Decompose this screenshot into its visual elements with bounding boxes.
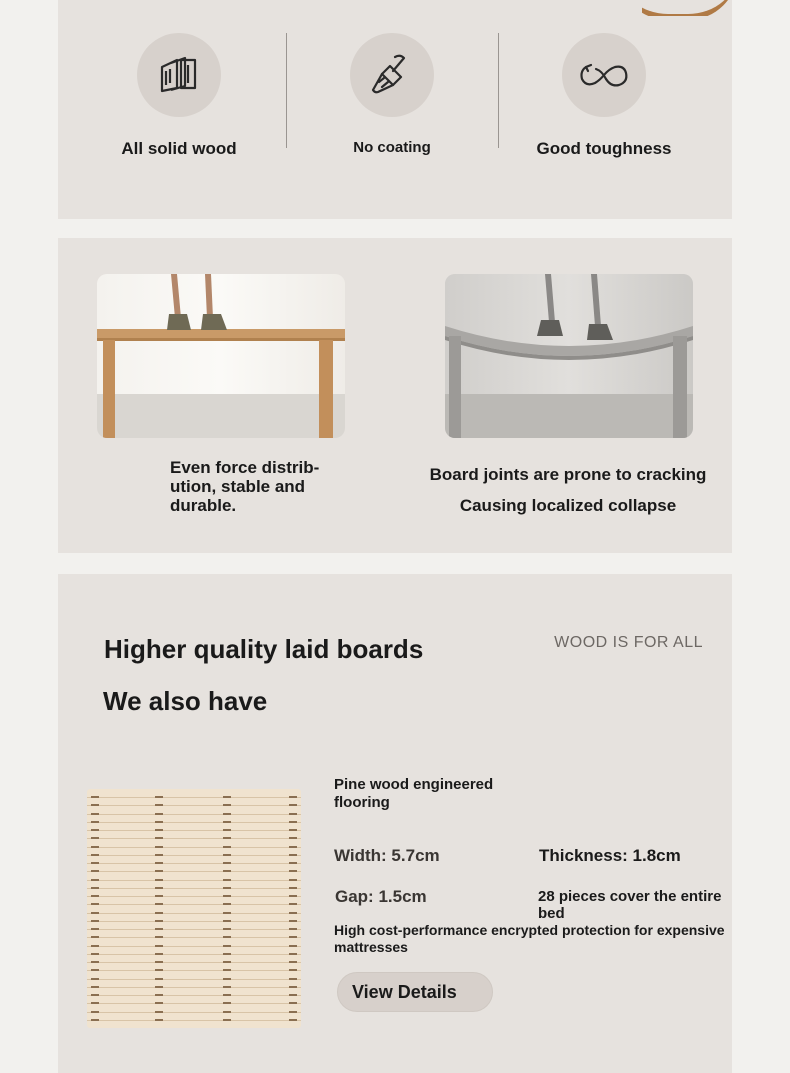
collapse-caption: Board joints are prone to cracking Causing localized collapse xyxy=(429,465,707,515)
slat-fastener xyxy=(155,887,163,889)
slat-fastener xyxy=(155,796,163,798)
slat-fastener xyxy=(223,862,231,864)
slat-fastener xyxy=(223,994,231,996)
slat-fastener xyxy=(223,895,231,897)
slat-fastener xyxy=(289,1011,297,1013)
slat-fastener xyxy=(289,796,297,798)
slat-fastener xyxy=(155,829,163,831)
slat-fastener xyxy=(155,961,163,963)
slat-edge xyxy=(87,946,301,947)
stable-bench-photo xyxy=(97,274,345,438)
feature-all-solid-wood xyxy=(73,33,285,159)
infinity-loop-icon xyxy=(562,33,646,117)
slat-fastener xyxy=(223,1002,231,1004)
slat-edge xyxy=(87,987,301,988)
slat-edge xyxy=(87,888,301,889)
slat-edge xyxy=(87,855,301,856)
feature-label: No coating xyxy=(353,139,431,156)
slat-fastener xyxy=(223,945,231,947)
slat-fastener xyxy=(155,945,163,947)
slat-fastener xyxy=(223,887,231,889)
slat-fastener xyxy=(223,912,231,914)
slat-fastener xyxy=(289,804,297,806)
slat-fastener xyxy=(289,936,297,938)
slat-edge xyxy=(87,880,301,881)
slat-fastener xyxy=(289,945,297,947)
slat-fastener xyxy=(289,854,297,856)
slat-fastener xyxy=(155,920,163,922)
product-description: High cost-performance encrypted protection for expensive mattresses xyxy=(334,922,725,955)
slat-edge xyxy=(87,970,301,971)
slat-fastener xyxy=(91,829,99,831)
slat-fastener xyxy=(289,1019,297,1021)
slat-fastener xyxy=(91,887,99,889)
slat-edge xyxy=(87,805,301,806)
slat-fastener xyxy=(155,994,163,996)
slat-fastener xyxy=(91,903,99,905)
slat-edge xyxy=(87,797,301,798)
slat-fastener xyxy=(91,961,99,963)
slat-fastener xyxy=(91,821,99,823)
slat-fastener xyxy=(155,854,163,856)
slat-fastener xyxy=(155,821,163,823)
slat-fastener xyxy=(155,879,163,881)
slat-fastener xyxy=(91,953,99,955)
slat-fastener xyxy=(155,895,163,897)
slat-fastener xyxy=(155,928,163,930)
slat-fastener xyxy=(91,978,99,980)
slat-fastener xyxy=(155,986,163,988)
slat-fastener xyxy=(289,813,297,815)
slat-fastener xyxy=(91,1011,99,1013)
section-heading: Higher quality laid boards xyxy=(104,634,424,664)
slat-fastener xyxy=(289,895,297,897)
slat-fastener xyxy=(289,912,297,914)
slat-fastener xyxy=(223,903,231,905)
slat-fastener xyxy=(223,870,231,872)
slat-fastener xyxy=(155,903,163,905)
slat-edge xyxy=(87,929,301,930)
slat-fastener xyxy=(289,846,297,848)
slat-fastener xyxy=(223,821,231,823)
spec-thickness: Thickness: 1.8cm xyxy=(539,846,681,865)
slat-fastener xyxy=(223,829,231,831)
pine-slats-image xyxy=(87,789,301,1028)
slat-fastener xyxy=(155,837,163,839)
slat-fastener xyxy=(223,1019,231,1021)
slat-edge xyxy=(87,962,301,963)
slat-fastener xyxy=(155,813,163,815)
slat-fastener xyxy=(223,978,231,980)
slat-edge xyxy=(87,896,301,897)
feature-label: All solid wood xyxy=(121,139,237,158)
product-name: Pine wood engineered flooring xyxy=(334,776,494,811)
slat-fastener xyxy=(289,829,297,831)
slat-fastener xyxy=(223,804,231,806)
slat-fastener xyxy=(91,879,99,881)
slat-fastener xyxy=(91,945,99,947)
slat-fastener xyxy=(223,969,231,971)
slat-fastener xyxy=(155,978,163,980)
slat-fastener xyxy=(155,804,163,806)
slat-edge xyxy=(87,921,301,922)
slat-fastener xyxy=(155,1002,163,1004)
slat-fastener xyxy=(155,1019,163,1021)
feature-label: Good toughness xyxy=(536,139,672,158)
slat-fastener xyxy=(91,936,99,938)
slat-fastener xyxy=(223,837,231,839)
features-panel xyxy=(58,0,732,219)
slat-fastener xyxy=(91,796,99,798)
feature-no-coating xyxy=(286,33,498,156)
slat-fastener xyxy=(155,936,163,938)
slat-fastener xyxy=(223,936,231,938)
slat-edge xyxy=(87,830,301,831)
slat-fastener xyxy=(91,846,99,848)
slat-fastener xyxy=(289,920,297,922)
stable-caption: Even force distrib- ution, stable and durable. xyxy=(170,458,320,515)
slat-fastener xyxy=(155,1011,163,1013)
slat-edge xyxy=(87,937,301,938)
slat-fastener xyxy=(155,870,163,872)
wood-board-icon xyxy=(137,33,221,117)
feature-good-toughness xyxy=(498,33,710,159)
slat-edge xyxy=(87,1020,301,1021)
slat-fastener xyxy=(91,870,99,872)
slat-fastener xyxy=(91,1002,99,1004)
slat-fastener xyxy=(91,862,99,864)
slat-fastener xyxy=(155,912,163,914)
slat-fastener xyxy=(289,862,297,864)
slat-fastener xyxy=(91,920,99,922)
slat-edge xyxy=(87,979,301,980)
slat-edge xyxy=(87,863,301,864)
slat-fastener xyxy=(289,928,297,930)
slat-fastener xyxy=(223,953,231,955)
slat-fastener xyxy=(91,813,99,815)
slat-fastener xyxy=(289,903,297,905)
slat-fastener xyxy=(223,961,231,963)
slat-fastener xyxy=(91,1019,99,1021)
spec-pieces: 28 pieces cover the entire bed xyxy=(538,888,722,922)
slat-fastener xyxy=(289,994,297,996)
slat-fastener xyxy=(223,846,231,848)
sagging-bench-photo xyxy=(445,274,693,438)
slat-fastener xyxy=(155,969,163,971)
paint-brush-icon xyxy=(350,33,434,117)
slat-edge xyxy=(87,995,301,996)
slat-fastener xyxy=(91,986,99,988)
slat-fastener xyxy=(223,920,231,922)
slat-fastener xyxy=(155,862,163,864)
slat-fastener xyxy=(289,821,297,823)
slat-fastener xyxy=(91,969,99,971)
section-subheading: We also have xyxy=(103,686,268,716)
slat-fastener xyxy=(223,796,231,798)
slat-edge xyxy=(87,1003,301,1004)
slat-edge xyxy=(87,1012,301,1013)
slat-edge xyxy=(87,871,301,872)
slat-fastener xyxy=(91,928,99,930)
slat-edge xyxy=(87,954,301,955)
spec-gap: Gap: 1.5cm xyxy=(335,887,427,906)
slat-fastener xyxy=(289,879,297,881)
slat-fastener xyxy=(91,837,99,839)
slat-fastener xyxy=(289,837,297,839)
slat-edge xyxy=(87,847,301,848)
slat-fastener xyxy=(223,928,231,930)
slat-fastener xyxy=(289,1002,297,1004)
slat-edge xyxy=(87,913,301,914)
slat-fastener xyxy=(223,986,231,988)
slat-fastener xyxy=(289,986,297,988)
spec-width: Width: 5.7cm xyxy=(334,846,440,865)
slat-fastener xyxy=(289,961,297,963)
slat-fastener xyxy=(289,978,297,980)
slat-fastener xyxy=(91,854,99,856)
slat-fastener xyxy=(223,1011,231,1013)
brand-slogan: WOOD IS FOR ALL xyxy=(554,634,703,651)
slat-edge xyxy=(87,822,301,823)
view-details-button[interactable]: View Details xyxy=(337,972,493,1012)
slat-fastener xyxy=(223,813,231,815)
slat-fastener xyxy=(91,912,99,914)
comparison-panel xyxy=(58,238,732,553)
slat-edge xyxy=(87,814,301,815)
slat-fastener xyxy=(223,879,231,881)
slat-fastener xyxy=(289,953,297,955)
slat-fastener xyxy=(155,953,163,955)
slat-edge xyxy=(87,904,301,905)
slat-fastener xyxy=(91,895,99,897)
slat-fastener xyxy=(289,969,297,971)
slat-fastener xyxy=(155,846,163,848)
slat-fastener xyxy=(223,854,231,856)
wood-bed-edge-image xyxy=(642,0,732,16)
laid-boards-panel xyxy=(58,574,732,1073)
slat-edge xyxy=(87,838,301,839)
slat-fastener xyxy=(91,994,99,996)
slat-fastener xyxy=(91,804,99,806)
slat-fastener xyxy=(289,887,297,889)
slat-fastener xyxy=(289,870,297,872)
